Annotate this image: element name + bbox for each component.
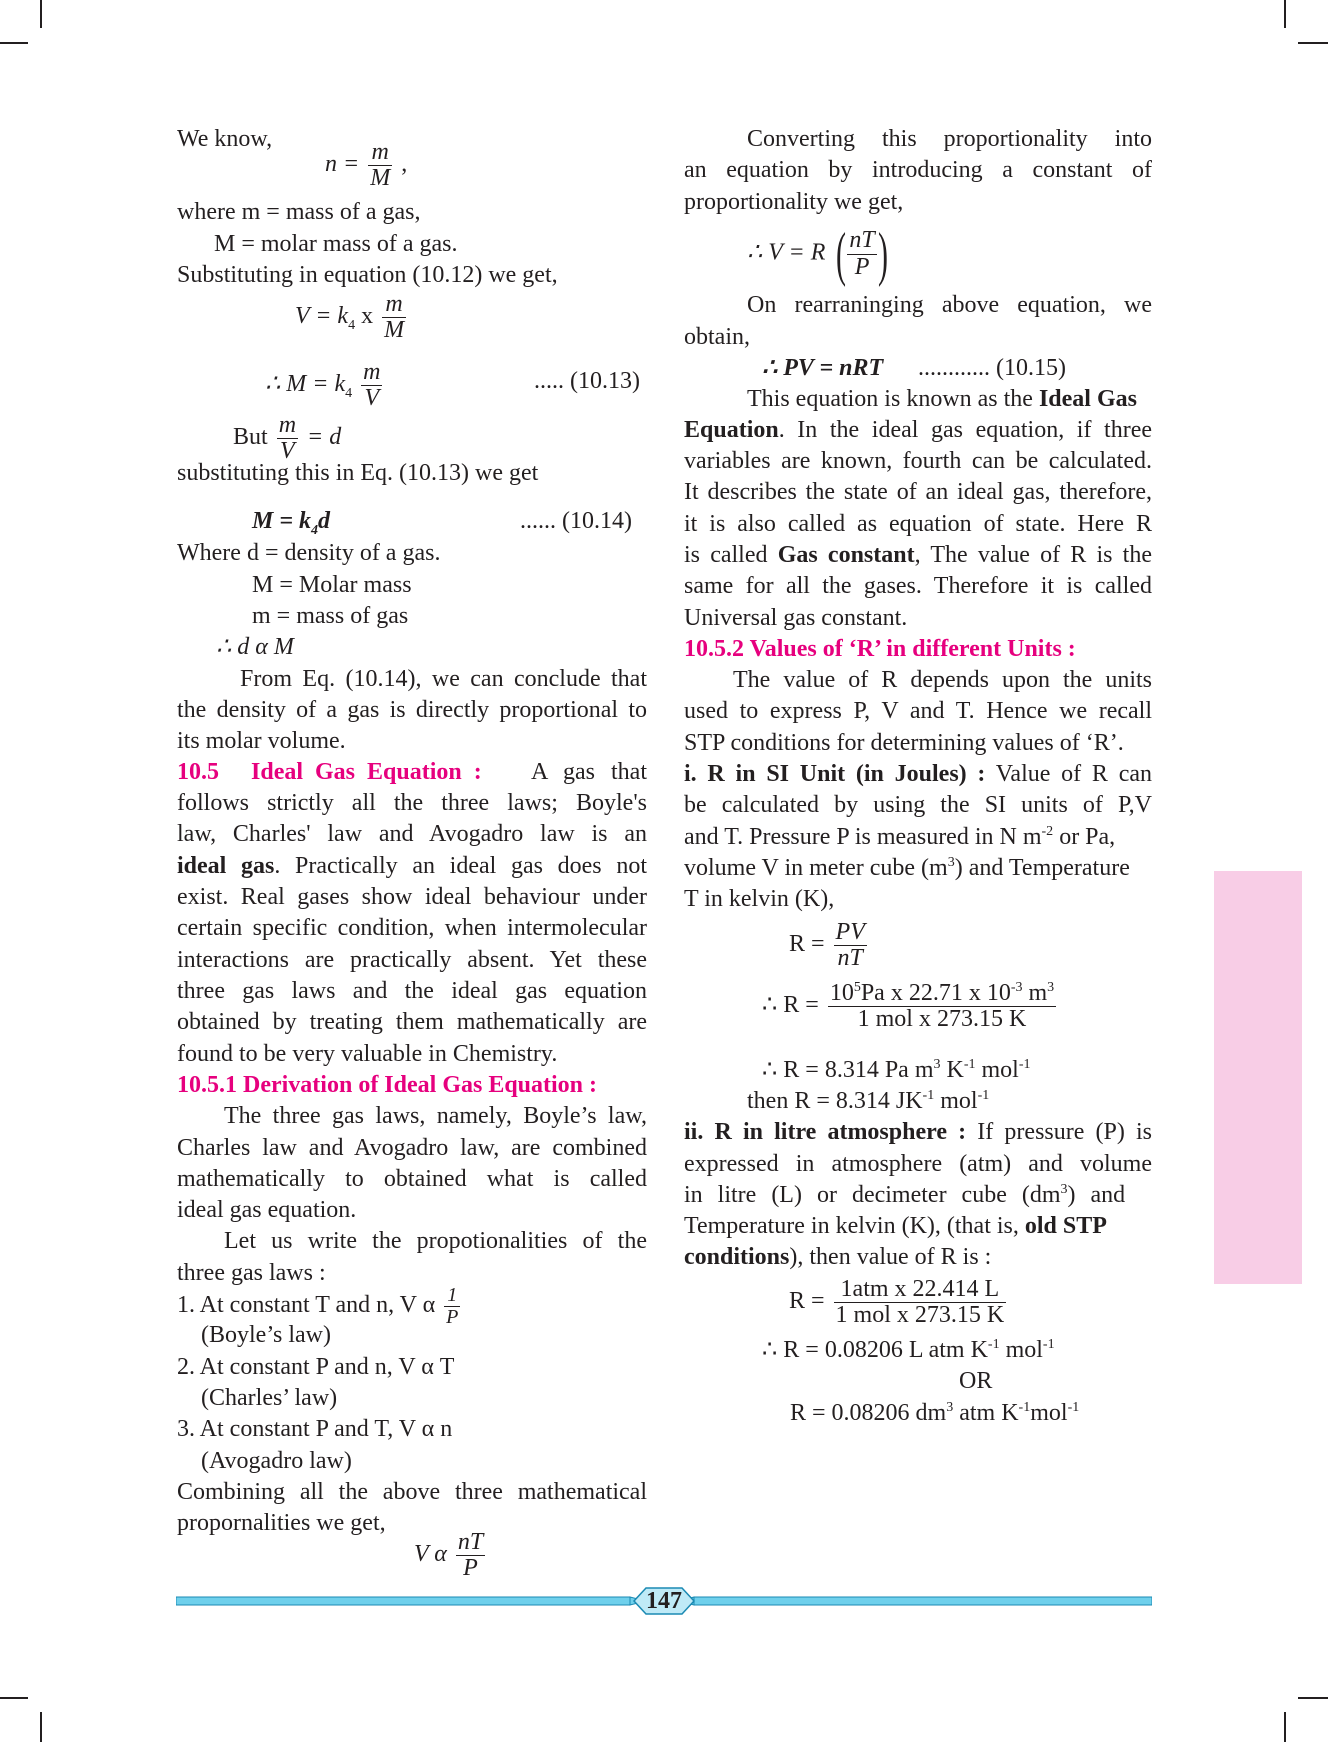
paragraph-line bbox=[684, 540, 1152, 571]
side-tab bbox=[1214, 871, 1302, 1284]
fraction-nT-over-P bbox=[456, 1530, 485, 1581]
denominator: 1 mol x 273.15 K bbox=[835, 1302, 1005, 1329]
term-ideal-gas: Ideal Gas bbox=[1038, 386, 1137, 412]
text-run: mol bbox=[999, 1337, 1043, 1363]
formula-M-k4 bbox=[265, 360, 385, 411]
equation-number: ..... (10.13) bbox=[534, 368, 640, 394]
denominator: M bbox=[370, 165, 391, 192]
text-run: then R = 8.314 JK bbox=[747, 1088, 923, 1114]
section-title: Ideal Gas Equation : bbox=[251, 759, 482, 785]
paren-close: ) bbox=[877, 221, 888, 287]
text-run: ), then value of R is : bbox=[789, 1244, 992, 1270]
paragraph-line: From Eq. (10.14), we can conclude that bbox=[240, 666, 647, 692]
paragraph-line: law, Charles' law and Avogadro law is an bbox=[177, 821, 647, 847]
paragraph-line: same for all the gases. Therefore it is called bbox=[684, 573, 1152, 599]
paragraph-line: The value of R depends upon the units bbox=[733, 667, 1152, 693]
numerator: m bbox=[363, 359, 381, 385]
section-heading-10-5-2: 10.5.2 Values of ‘R’ in different Units : bbox=[684, 636, 1076, 662]
list-sub: (Avogadro law) bbox=[201, 1448, 352, 1474]
r-value-joule bbox=[747, 1086, 989, 1117]
text-run: Temperature in kelvin (K), (that is, bbox=[684, 1213, 1019, 1239]
v-alpha: V α bbox=[414, 1541, 447, 1568]
m-eq: ∴ M = k bbox=[265, 371, 346, 398]
crop-mark bbox=[0, 1697, 28, 1699]
paragraph-line: obtained by treating them mathematically are bbox=[177, 1009, 647, 1035]
paragraph-line: obtain, bbox=[684, 324, 750, 350]
superscript: 3 bbox=[946, 1400, 954, 1415]
paragraph-line: variables are known, fourth can be calculated. bbox=[684, 448, 1152, 474]
but-label: But bbox=[233, 424, 268, 451]
superscript: 3 bbox=[947, 855, 955, 870]
footer-bar-left bbox=[176, 1597, 630, 1605]
paragraph-line: interactions are practically absent. Yet these bbox=[177, 947, 647, 973]
crop-mark bbox=[0, 42, 28, 44]
superscript: -1 bbox=[1067, 1400, 1080, 1415]
text-line: M = Molar mass bbox=[252, 572, 412, 598]
numerator: 1atm x 22.414 L bbox=[834, 1277, 1007, 1303]
list-sub: (Charles’ law) bbox=[201, 1385, 338, 1411]
term-conditions: conditions bbox=[684, 1244, 790, 1270]
term-gas-constant: Gas constant bbox=[777, 542, 915, 568]
formula-r-si bbox=[762, 981, 1059, 1032]
subscript: 4 bbox=[345, 386, 353, 402]
paragraph-line: It describes the state of an ideal gas, therefore, bbox=[684, 479, 1152, 505]
paragraph-line: used to express P, V and T. Hence we recall bbox=[684, 698, 1152, 724]
text-run: m bbox=[1022, 980, 1048, 1006]
paragraph-line: On rearraninging above equation, we bbox=[747, 292, 1152, 318]
paragraph-line: found to be very valuable in Chemistry. bbox=[177, 1041, 558, 1067]
paragraph-line: Converting this proportionality into bbox=[747, 126, 1152, 152]
text-line: M = molar mass of a gas. bbox=[214, 231, 458, 257]
text-run: ) and Temperature bbox=[954, 855, 1130, 881]
list-sub: (Boyle’s law) bbox=[201, 1322, 331, 1348]
term-old-stp: old STP bbox=[1024, 1213, 1107, 1239]
paragraph-line: be calculated by using the SI units of P,V bbox=[684, 792, 1152, 818]
paragraph-line: follows strictly all the three laws; Boyle's bbox=[177, 790, 647, 816]
denominator: P bbox=[463, 1555, 478, 1582]
numerator: 1 bbox=[444, 1285, 460, 1307]
crop-mark bbox=[40, 1712, 42, 1742]
paragraph-line: expressed in atmosphere (atm) and volume bbox=[684, 1151, 1152, 1177]
paragraph-line: an equation by introducing a constant of bbox=[684, 157, 1152, 183]
v-eq: V = k bbox=[295, 303, 349, 330]
text-run: in litre (L) or decimeter cube (dm bbox=[684, 1182, 1061, 1208]
numerator: nT bbox=[457, 1529, 484, 1555]
n-eq: n = bbox=[325, 151, 360, 178]
text-run: , The value of R is the bbox=[914, 542, 1152, 568]
paragraph-line: three gas laws : bbox=[177, 1260, 326, 1286]
crop-mark bbox=[40, 0, 42, 28]
paragraph-line bbox=[684, 853, 1130, 884]
footer-bar-right bbox=[694, 1597, 1152, 1605]
equation-number: ............ (10.15) bbox=[918, 355, 1066, 381]
text-run: Value of R can bbox=[995, 761, 1152, 787]
m-kd: M = k bbox=[252, 508, 312, 534]
paragraph-line: propornalities we get, bbox=[177, 1510, 386, 1536]
therefore-r: ∴ R = bbox=[762, 992, 819, 1019]
section-10-5-line bbox=[177, 757, 647, 788]
paragraph-line: Combining all the above three mathematical bbox=[177, 1479, 647, 1505]
formula-v-k4 bbox=[295, 292, 409, 343]
paragraph-line: ideal gas equation. bbox=[177, 1197, 357, 1223]
crop-mark bbox=[1298, 1697, 1328, 1699]
formula-M-k4d bbox=[252, 506, 330, 537]
superscript: -2 bbox=[1041, 824, 1054, 839]
text-run: If pressure (P) is bbox=[977, 1119, 1153, 1145]
text-run: R = 0.08206 dm bbox=[790, 1400, 947, 1426]
paragraph-line: its molar volume. bbox=[177, 728, 346, 754]
fraction-1-over-P bbox=[444, 1285, 460, 1328]
denominator: P bbox=[854, 253, 870, 280]
formula-but bbox=[233, 413, 341, 464]
crop-mark bbox=[1284, 0, 1286, 28]
superscript: -1 bbox=[1018, 1057, 1031, 1072]
text-run: 10 bbox=[829, 980, 854, 1006]
text-run: Pa x 22.71 x 10 bbox=[860, 980, 1011, 1006]
denominator: 1 mol x 273.15 K bbox=[857, 1006, 1027, 1033]
denominator: nT bbox=[837, 945, 863, 972]
fraction-m-over-M bbox=[368, 140, 392, 191]
superscript: 3 bbox=[933, 1057, 941, 1072]
or-label: OR bbox=[959, 1368, 993, 1394]
r-value-si bbox=[762, 1055, 1031, 1086]
paragraph-line: three gas laws and the ideal gas equation bbox=[177, 978, 647, 1004]
paragraph-line: Universal gas constant. bbox=[684, 605, 908, 631]
fraction-atm bbox=[834, 1277, 1007, 1328]
term-equation: Equation bbox=[684, 417, 779, 443]
text-run: . In the ideal gas equation, if three bbox=[778, 417, 1152, 443]
numerator: m bbox=[278, 412, 297, 438]
superscript: -3 bbox=[1010, 980, 1023, 995]
denominator: M bbox=[384, 317, 405, 344]
text-run: mol bbox=[1030, 1400, 1068, 1426]
list-item-3: 3. At constant P and T, V α n bbox=[177, 1416, 453, 1442]
denominator: V bbox=[280, 438, 295, 465]
text-run: or Pa, bbox=[1053, 824, 1116, 850]
subscript: 4 bbox=[348, 318, 356, 334]
paragraph-line: it is also called as equation of state. Here R bbox=[684, 511, 1152, 537]
page-number: 147 bbox=[646, 1588, 682, 1614]
paragraph-line bbox=[684, 1211, 1107, 1242]
text-line: m = mass of gas bbox=[252, 603, 409, 629]
subheading-si: i. R in SI Unit (in Joules) : bbox=[684, 761, 986, 787]
numerator bbox=[828, 981, 1056, 1007]
text-line: Substituting in equation (10.12) we get, bbox=[177, 262, 558, 288]
paragraph-line: mathematically to obtained what is called bbox=[177, 1166, 647, 1192]
paragraph-line bbox=[684, 1180, 1152, 1211]
paragraph-line: certain specific condition, when intermolecular bbox=[177, 915, 647, 941]
superscript: -1 bbox=[963, 1057, 976, 1072]
paragraph-line bbox=[684, 1242, 991, 1273]
fraction-m-over-M bbox=[382, 292, 406, 343]
fraction-m-over-V bbox=[361, 360, 382, 411]
crop-mark bbox=[1284, 1712, 1286, 1742]
paragraph-line: proportionality we get, bbox=[684, 189, 904, 215]
list-item-2: 2. At constant P and n, V α T bbox=[177, 1354, 455, 1380]
superscript: 5 bbox=[853, 980, 861, 995]
paragraph-line bbox=[684, 822, 1115, 853]
text-run: mol bbox=[975, 1057, 1019, 1083]
text-run: mol bbox=[934, 1088, 978, 1114]
fraction-nT-over-P bbox=[847, 228, 876, 279]
paragraph-start: A gas that bbox=[531, 759, 647, 785]
numerator: nT bbox=[849, 227, 875, 254]
eq-d: = d bbox=[307, 424, 342, 451]
list-text: 1. At constant T and n, V α bbox=[177, 1292, 436, 1319]
paren-open: ( bbox=[836, 221, 847, 287]
superscript: -1 bbox=[987, 1337, 1000, 1352]
numerator: m bbox=[368, 140, 392, 166]
text-run: . Practically an ideal gas does not bbox=[274, 853, 647, 879]
r-eq: R = bbox=[789, 1288, 825, 1315]
superscript: -1 bbox=[1018, 1400, 1031, 1415]
superscript: 3 bbox=[1060, 1182, 1068, 1197]
proportion-d-M: ∴ d α M bbox=[216, 634, 294, 660]
paragraph-line: the density of a gas is directly proportional to bbox=[177, 697, 647, 723]
denominator: V bbox=[364, 385, 380, 412]
comma: , bbox=[401, 151, 408, 178]
formula-v-r bbox=[747, 221, 893, 287]
formula-v-alpha bbox=[414, 1530, 488, 1581]
term-ideal-gas: ideal gas bbox=[177, 853, 275, 879]
paragraph-line: Charles law and Avogadro law, are combined bbox=[177, 1135, 647, 1161]
d-var: d bbox=[318, 508, 331, 534]
times: x bbox=[361, 303, 374, 330]
formula-r-atm bbox=[789, 1277, 1009, 1328]
subheading-litre-atm: ii. R in litre atmosphere : bbox=[684, 1119, 967, 1145]
text-run: ) and bbox=[1067, 1182, 1126, 1208]
text-run: volume V in meter cube (m bbox=[684, 855, 948, 881]
paragraph-line bbox=[684, 415, 1152, 446]
paragraph-line bbox=[747, 384, 1137, 415]
equation-number: ...... (10.14) bbox=[520, 508, 632, 534]
formula-r-pv-nt bbox=[789, 920, 870, 971]
fraction-m-over-V bbox=[277, 413, 298, 464]
r-value-dm3 bbox=[790, 1398, 1079, 1429]
paragraph-line: Let us write the propotionalities of the bbox=[224, 1228, 647, 1254]
ideal-gas-equation bbox=[762, 353, 883, 384]
paragraph-line bbox=[177, 851, 647, 882]
text-run: ∴ R = 0.08206 L atm K bbox=[762, 1337, 988, 1363]
text-line: Where d = density of a gas. bbox=[177, 540, 441, 566]
numerator: PV bbox=[835, 919, 865, 945]
section-heading-10-5-1: 10.5.1 Derivation of Ideal Gas Equation : bbox=[177, 1072, 598, 1098]
text-line: where m = mass of a gas, bbox=[177, 199, 421, 225]
text-line: substituting this in Eq. (10.13) we get bbox=[177, 460, 539, 486]
text-run: K bbox=[940, 1057, 964, 1083]
paragraph-line: STP conditions for determining values of ‘R’. bbox=[684, 730, 1124, 756]
numerator: m bbox=[382, 292, 406, 318]
text-run: ∴ R = 8.314 Pa m bbox=[762, 1057, 934, 1083]
text-run: is called bbox=[684, 542, 768, 568]
superscript: 3 bbox=[1047, 980, 1055, 995]
superscript: -1 bbox=[1042, 1337, 1055, 1352]
text-run: atm K bbox=[953, 1400, 1019, 1426]
r-eq: R = bbox=[789, 931, 825, 958]
paragraph-line bbox=[684, 1117, 1152, 1148]
fraction-PV-over-nT bbox=[834, 920, 867, 971]
pv-nrt: ∴ PV = nRT bbox=[762, 355, 884, 381]
crop-mark bbox=[1298, 42, 1328, 44]
r-value-atm bbox=[762, 1335, 1055, 1366]
paragraph-line: The three gas laws, namely, Boyle’s law, bbox=[224, 1103, 647, 1129]
v-r: ∴ V = R bbox=[747, 239, 826, 266]
paragraph-line: T in kelvin (K), bbox=[684, 886, 835, 912]
subscript: 4 bbox=[311, 523, 319, 538]
superscript: -1 bbox=[977, 1088, 990, 1103]
denominator: P bbox=[446, 1306, 459, 1328]
text-line: We know, bbox=[177, 126, 273, 152]
fraction-si bbox=[828, 981, 1056, 1032]
section-number: 10.5 bbox=[177, 759, 219, 785]
text-run: This equation is known as the bbox=[747, 386, 1033, 412]
paragraph-line bbox=[684, 759, 1152, 790]
formula-n bbox=[325, 140, 407, 191]
paragraph-line: exist. Real gases show ideal behaviour under bbox=[177, 884, 647, 910]
superscript: -1 bbox=[922, 1088, 935, 1103]
text-run: and T. Pressure P is measured in N m bbox=[684, 824, 1042, 850]
